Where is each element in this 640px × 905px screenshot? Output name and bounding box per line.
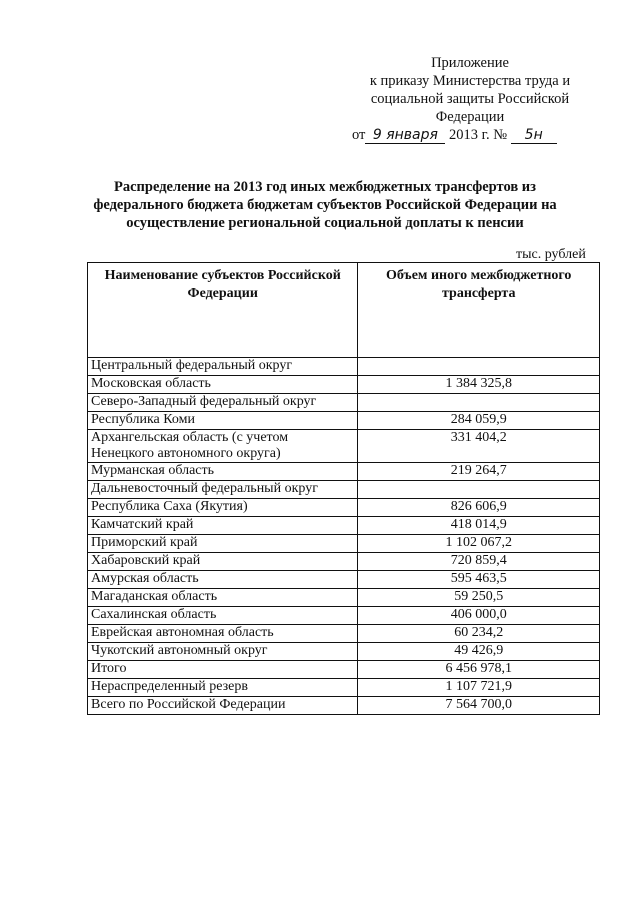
document-title bbox=[90, 178, 560, 232]
table-row bbox=[88, 499, 600, 517]
row-value: 6 456 978,1 bbox=[358, 661, 600, 679]
row-value: 595 463,5 bbox=[358, 571, 600, 589]
row-value: 219 264,7 bbox=[358, 463, 600, 481]
row-name: Мурманская область bbox=[88, 463, 358, 481]
header-amount-line-2: трансферта bbox=[441, 286, 516, 301]
title-line-1: Распределение на 2013 год иных межбюджетных трансфертов из bbox=[113, 179, 536, 195]
row-name: Московская область bbox=[88, 376, 358, 394]
title-line-2: федерального бюджета бюджетам субъектов Российской Федерации на bbox=[93, 197, 557, 213]
row-value: 59 250,5 bbox=[358, 589, 600, 607]
units-label: тыс. рублей bbox=[516, 247, 586, 262]
row-value bbox=[358, 358, 600, 376]
row-value bbox=[358, 481, 600, 499]
row-name: Сахалинская область bbox=[88, 607, 358, 625]
row-name: Чукотский автономный округ bbox=[88, 643, 358, 661]
row-value: 720 859,4 bbox=[358, 553, 600, 571]
appendix-ministry-line: социальной защиты Российской bbox=[370, 91, 570, 107]
header-subject-line-1: Наименование субъектов Российской bbox=[104, 268, 341, 283]
row-name: Камчатский край bbox=[88, 517, 358, 535]
row-name: Всего по Российской Федерации bbox=[88, 697, 358, 715]
row-name: Итого bbox=[88, 661, 358, 679]
table-row bbox=[88, 607, 600, 625]
table-header-row bbox=[88, 263, 600, 358]
order-date-handwritten: 9 января bbox=[365, 128, 445, 144]
appendix-federation-line: Федерации bbox=[435, 109, 505, 125]
table-row bbox=[88, 394, 600, 412]
order-number-handwritten: 5н bbox=[511, 128, 557, 144]
table-row bbox=[88, 481, 600, 499]
row-value: 49 426,9 bbox=[358, 643, 600, 661]
row-value: 7 564 700,0 bbox=[358, 697, 600, 715]
row-value: 1 384 325,8 bbox=[358, 376, 600, 394]
row-name bbox=[88, 430, 358, 463]
row-value: 284 059,9 bbox=[358, 412, 600, 430]
row-name: Центральный федеральный округ bbox=[88, 358, 358, 376]
table-row bbox=[88, 589, 600, 607]
row-name: Хабаровский край bbox=[88, 553, 358, 571]
table-row bbox=[88, 376, 600, 394]
header-subject-name bbox=[88, 263, 358, 358]
header-amount-line-1: Объем иного межбюджетного bbox=[386, 268, 572, 283]
row-value: 418 014,9 bbox=[358, 517, 600, 535]
row-value: 1 107 721,9 bbox=[358, 679, 600, 697]
table-row bbox=[88, 535, 600, 553]
order-year-text: 2013 г. № bbox=[449, 127, 508, 143]
row-name: Дальневосточный федеральный округ bbox=[88, 481, 358, 499]
row-name: Магаданская область bbox=[88, 589, 358, 607]
order-date-line bbox=[340, 126, 600, 144]
row-value: 406 000,0 bbox=[358, 607, 600, 625]
header-subject-line-2: Федерации bbox=[187, 286, 258, 301]
table-row bbox=[88, 571, 600, 589]
table-row bbox=[88, 679, 600, 697]
table-row bbox=[88, 697, 600, 715]
appendix-block bbox=[340, 54, 600, 144]
order-from-prefix: от bbox=[352, 127, 366, 143]
header-transfer-amount bbox=[358, 263, 600, 358]
table-row bbox=[88, 430, 600, 463]
row-value: 1 102 067,2 bbox=[358, 535, 600, 553]
row-name: Северо-Западный федеральный округ bbox=[88, 394, 358, 412]
table-row bbox=[88, 661, 600, 679]
appendix-order-line: к приказу Министерства труда и bbox=[369, 73, 571, 89]
title-line-3: осуществление региональной социальной доплаты к пенсии bbox=[126, 215, 524, 231]
row-name: Нераспределенный резерв bbox=[88, 679, 358, 697]
row-name: Республика Коми bbox=[88, 412, 358, 430]
table-row bbox=[88, 625, 600, 643]
row-name: Республика Саха (Якутия) bbox=[88, 499, 358, 517]
appendix-label: Приложение bbox=[431, 55, 509, 71]
row-value: 60 234,2 bbox=[358, 625, 600, 643]
row-name-line-1: Архангельская область (с учетом bbox=[91, 430, 289, 445]
table-row bbox=[88, 517, 600, 535]
row-name-line-2: Ненецкого автономного округа) bbox=[91, 446, 281, 461]
table-row bbox=[88, 358, 600, 376]
row-value: 331 404,2 bbox=[358, 430, 600, 463]
row-value: 826 606,9 bbox=[358, 499, 600, 517]
table-row bbox=[88, 463, 600, 481]
table-row bbox=[88, 412, 600, 430]
row-value bbox=[358, 394, 600, 412]
row-name: Еврейская автономная область bbox=[88, 625, 358, 643]
transfer-table bbox=[87, 262, 600, 715]
row-name: Приморский край bbox=[88, 535, 358, 553]
table-row bbox=[88, 553, 600, 571]
table-row bbox=[88, 643, 600, 661]
row-name: Амурская область bbox=[88, 571, 358, 589]
